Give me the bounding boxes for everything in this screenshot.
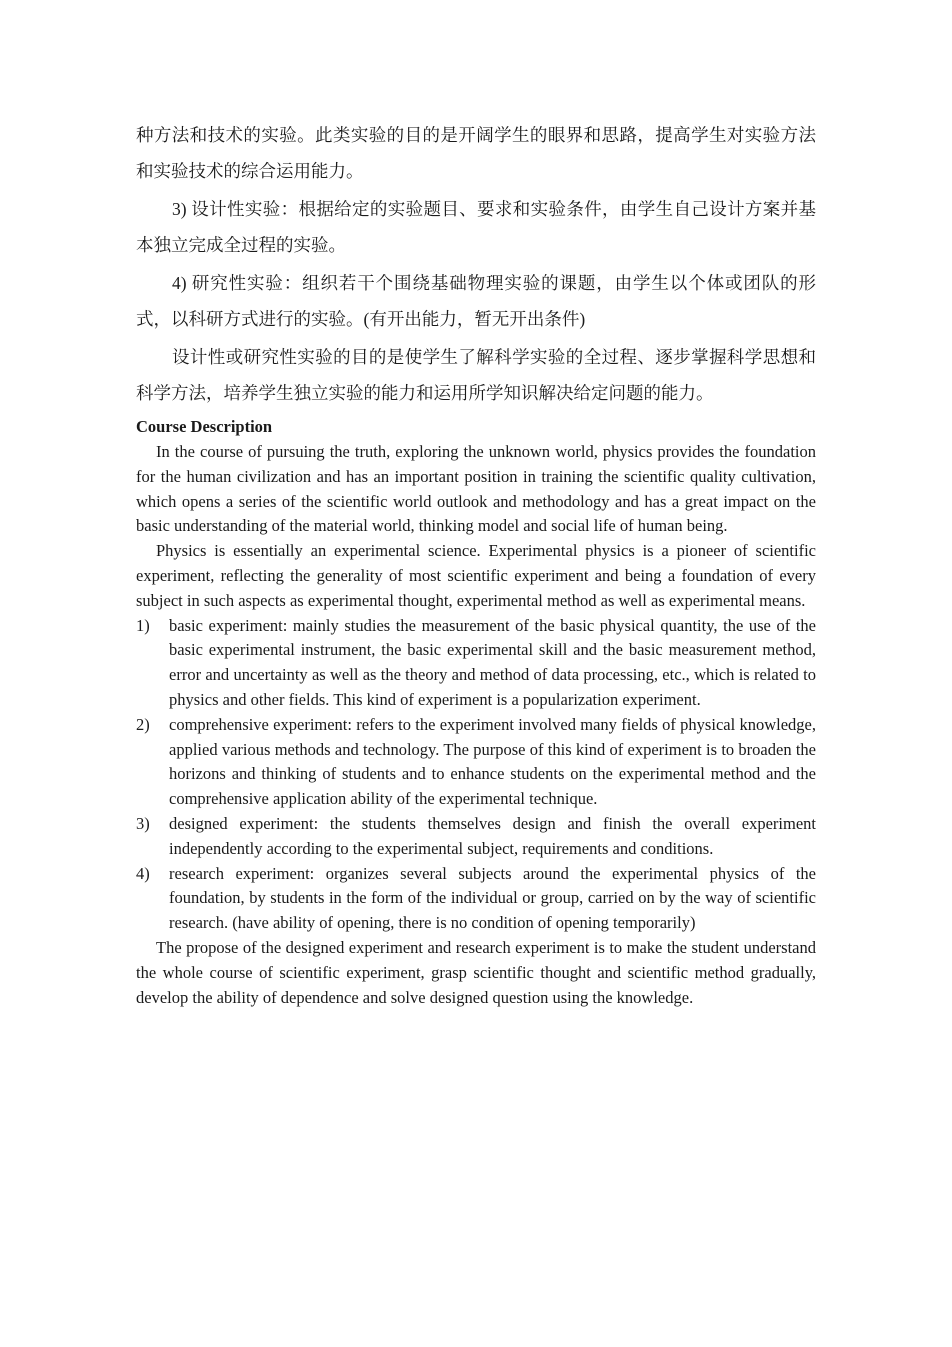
list-item — [136, 614, 816, 713]
list-item-number: 2) — [136, 714, 150, 734]
list-item-text: research experiment: organizes several subjects around the experimental physics of the foundation, by students in the form of the individual or group, carried on by the way of scientific research. (have ability of opening, there is no condition of opening temporarily) — [169, 863, 816, 933]
list-item-number: 1) — [136, 615, 150, 635]
list-item-number: 4) — [136, 863, 150, 883]
experiment-type-list — [136, 614, 816, 936]
english-intro-paragraph-1: In the course of pursuing the truth, exploring the unknown world, physics provides the foundation for the human civilization and has an important position in training the scientific quality cultivation, which opens a series of the scientific world outlook and methodology and has a great impact on the basic understanding of the material world, thinking model and social life of human being. — [136, 442, 816, 536]
document-page — [136, 118, 816, 1010]
list-item — [136, 862, 816, 936]
chinese-paragraph-1: 种方法和技术的实验。此类实验的目的是开阔学生的眼界和思路，提高学生对实验方法和实验技术的综合运用能力。 — [136, 125, 816, 181]
list-item-text: basic experiment: mainly studies the measurement of the basic physical quantity, the use of the basic experimental instrument, the basic experimental skill and the basic measurement method, error and uncertainty as well as the theory and method of data processing, etc., which is related to physics and other fields. This kind of experiment is a popularization experiment. — [169, 615, 816, 709]
english-closing-paragraph: The propose of the designed experiment and research experiment is to make the student understand the whole course of scientific experiment, grasp scientific thought and scientific method gradually, develop the ability of dependence and solve designed question using the knowledge. — [136, 937, 816, 1007]
list-item-number: 3) — [136, 813, 150, 833]
list-item-text: comprehensive experiment: refers to the experiment involved many fields of physical knowledge, applied various methods and technology. The purpose of this kind of experiment is to broaden the horizons and thinking of students and to enhance students on the experimental method and the comprehensive application ability of the experimental technique. — [169, 714, 816, 809]
english-intro-paragraph-2: Physics is essentially an experimental science. Experimental physics is a pioneer of scientific experiment, reflecting the generality of most scientific experiment and being a foundation of every subject in such aspects as experimental thought, experimental method as well as experimental means. — [136, 541, 816, 610]
chinese-paragraph-4: 设计性或研究性实验的目的是使学生了解科学实验的全过程、逐步掌握科学思想和科学方法，培养学生独立实验的能力和运用所学知识解决给定问题的能力。 — [136, 347, 816, 403]
list-item — [136, 812, 816, 862]
list-item — [136, 713, 816, 812]
section-heading: Course Description — [136, 417, 273, 436]
chinese-paragraph-2: 3) 设计性实验：根据给定的实验题目、要求和实验条件，由学生自己设计方案并基本独立完成全过程的实验。 — [136, 199, 816, 255]
chinese-paragraph-3: 4) 研究性实验：组织若干个围绕基础物理实验的课题，由学生以个体或团队的形式，以科研方式进行的实验。(有开出能力，暂无开出条件) — [136, 273, 816, 329]
list-item-text: designed experiment: the students themselves design and finish the overall experiment independently according to the experimental subject, requirements and conditions. — [169, 813, 816, 858]
